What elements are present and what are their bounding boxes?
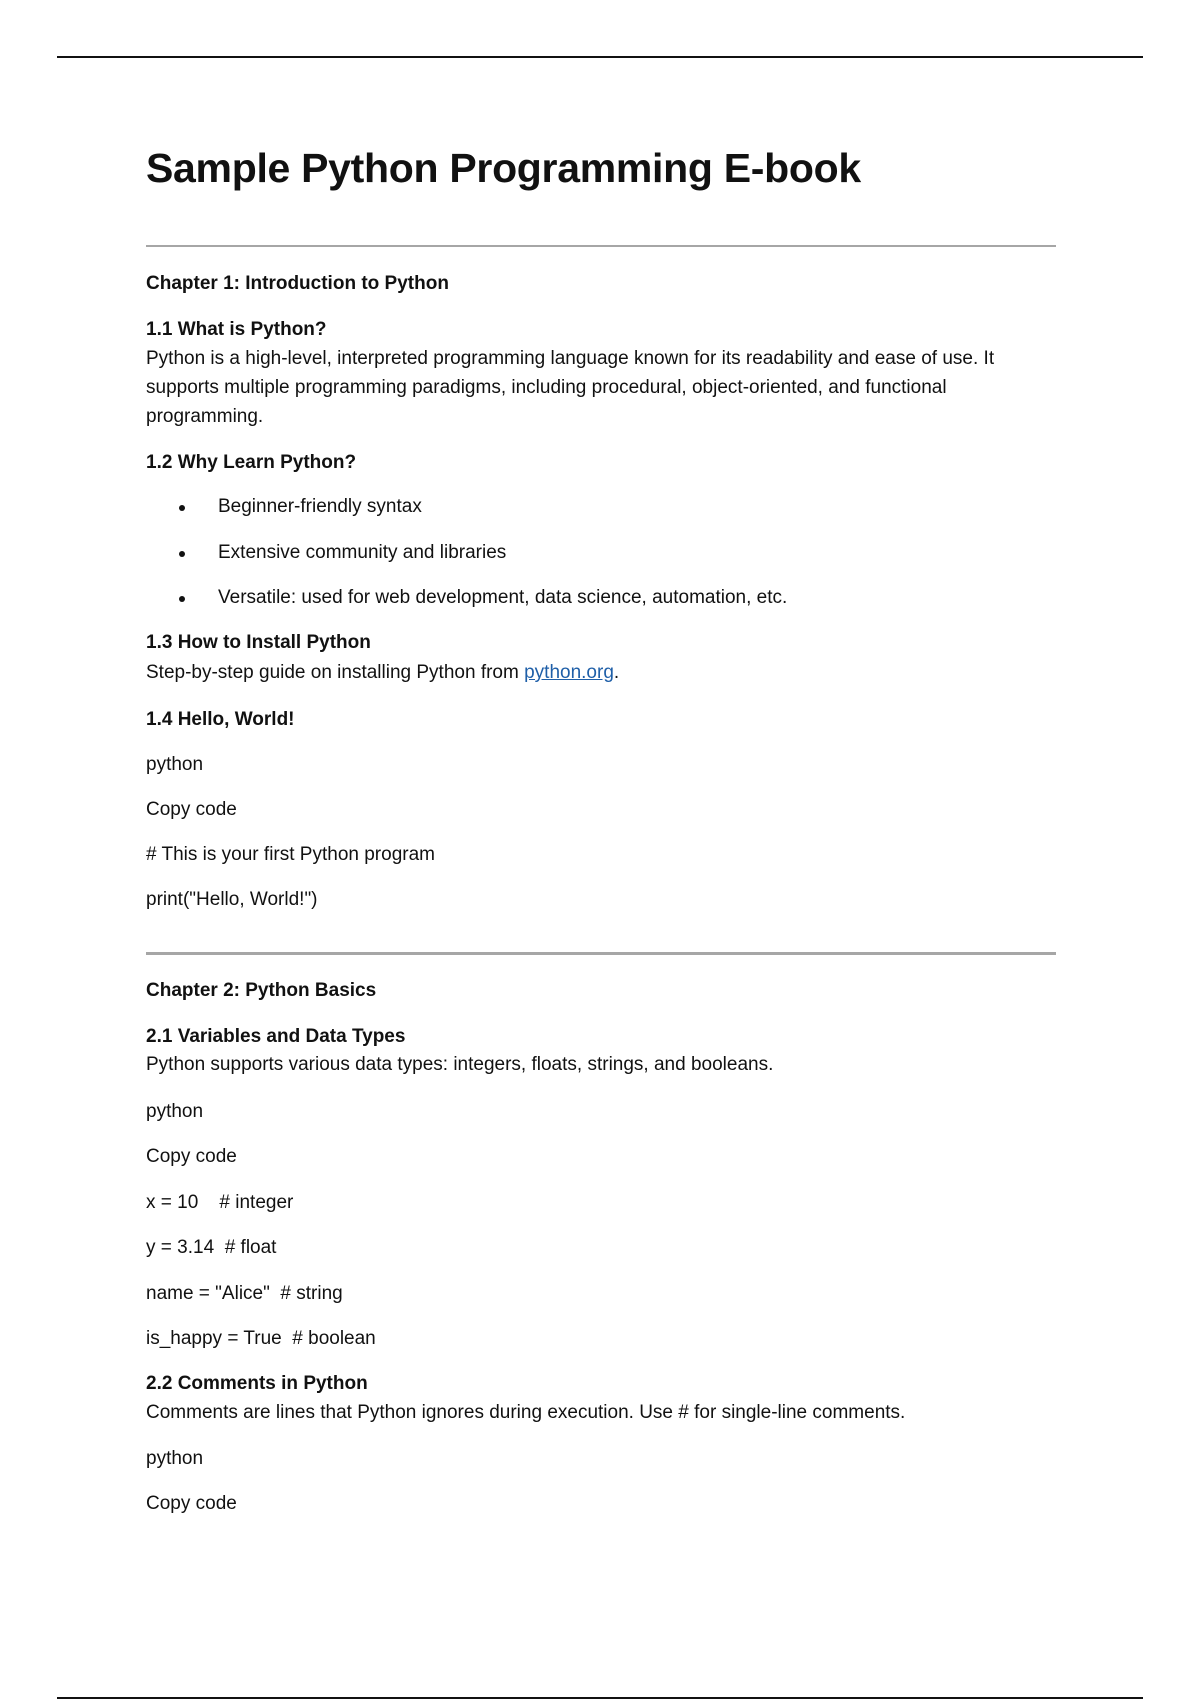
section-1-3-body <box>146 660 619 686</box>
list-item-text: Versatile: used for web development, data science, automation, etc. <box>218 587 788 608</box>
copy-code-button[interactable]: Copy code <box>146 1493 237 1514</box>
section-1-3-body-prefix: Step-by-step guide on installing Python from <box>146 662 525 683</box>
code-language-label: python <box>146 754 204 775</box>
page-bottom-border <box>57 1697 1143 1699</box>
section-2-1-heading: 2.1 Variables and Data Types <box>146 1026 406 1047</box>
code-line: y = 3.14 # float <box>146 1237 277 1258</box>
code-line: print("Hello, World!") <box>146 889 318 910</box>
section-1-2-heading: 1.2 Why Learn Python? <box>146 452 357 473</box>
copy-code-button[interactable]: Copy code <box>146 1146 237 1167</box>
code-language-label: python <box>146 1448 204 1469</box>
document-title: Sample Python Programming E-book <box>146 145 861 191</box>
chapter-2-heading: Chapter 2: Python Basics <box>146 980 377 1001</box>
bullet-icon <box>179 505 185 511</box>
section-1-3-body-suffix: . <box>613 662 620 683</box>
section-1-1-heading: 1.1 What is Python? <box>146 319 327 340</box>
code-line: name = "Alice" # string <box>146 1283 343 1304</box>
section-1-1-body: Python is a high-level, interpreted programming language known for its readability and ease of use. It supports multiple programming paradigms, including procedural, object-oriented, and functional programming. <box>146 348 995 427</box>
section-2-2-heading: 2.2 Comments in Python <box>146 1373 368 1394</box>
bullet-icon <box>179 551 185 557</box>
code-line: x = 10 # integer <box>146 1192 294 1213</box>
section-2-1-body: Python supports various data types: integers, floats, strings, and booleans. <box>146 1054 774 1075</box>
horizontal-rule <box>146 952 1056 955</box>
python-org-link[interactable]: python.org <box>524 662 614 683</box>
section-1-3-heading: 1.3 How to Install Python <box>146 632 371 653</box>
list-item-text: Beginner-friendly syntax <box>218 496 422 517</box>
chapter-1-heading: Chapter 1: Introduction to Python <box>146 273 449 294</box>
code-line: is_happy = True # boolean <box>146 1328 376 1349</box>
code-line: # This is your first Python program <box>146 844 435 865</box>
copy-code-button[interactable]: Copy code <box>146 799 237 820</box>
code-language-label: python <box>146 1101 204 1122</box>
list-item-text: Extensive community and libraries <box>218 542 507 563</box>
bullet-icon <box>179 596 185 602</box>
horizontal-rule <box>146 245 1056 247</box>
section-2-2-body: Comments are lines that Python ignores during execution. Use # for single-line comments. <box>146 1402 906 1423</box>
section-1-4-heading: 1.4 Hello, World! <box>146 709 295 730</box>
page-top-border <box>57 56 1143 58</box>
